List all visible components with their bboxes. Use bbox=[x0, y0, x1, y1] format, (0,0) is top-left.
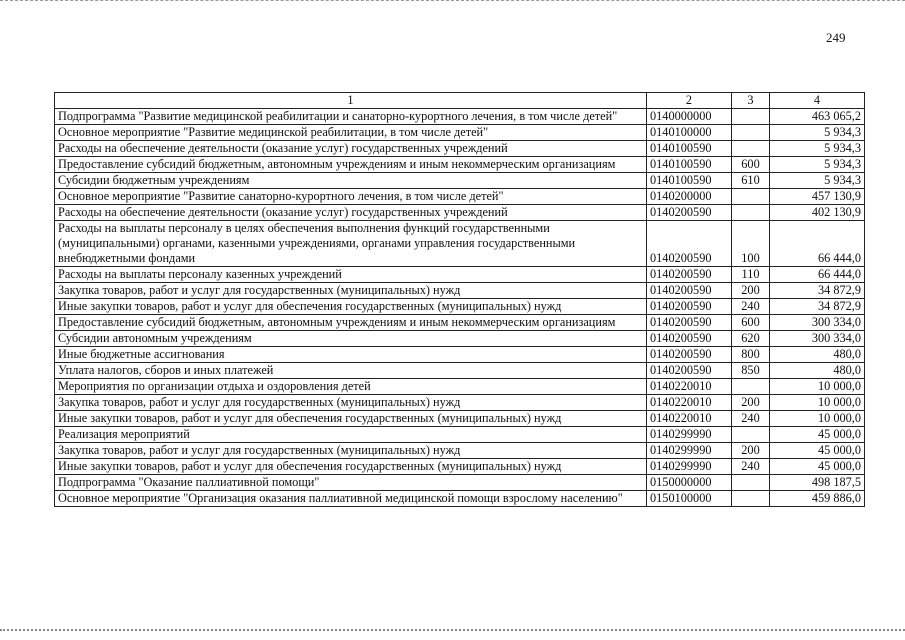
row-vr-cell: 240 bbox=[732, 459, 770, 475]
row-name-cell: Закупка товаров, работ и услуг для государственных (муниципальных) нужд bbox=[55, 443, 647, 459]
row-code-cell: 0140100590 bbox=[647, 173, 732, 189]
table-row bbox=[55, 315, 865, 331]
row-name-cell: Основное мероприятие "Развитие медицинской реабилитации, в том числе детей" bbox=[55, 125, 647, 141]
table-row bbox=[55, 283, 865, 299]
row-sum-cell: 45 000,0 bbox=[770, 459, 865, 475]
row-vr-cell: 610 bbox=[732, 173, 770, 189]
table-row bbox=[55, 411, 865, 427]
row-name-cell: Иные бюджетные ассигнования bbox=[55, 347, 647, 363]
table-row bbox=[55, 331, 865, 347]
row-sum-cell: 66 444,0 bbox=[770, 221, 865, 267]
table-body bbox=[55, 109, 865, 507]
row-sum-cell: 300 334,0 bbox=[770, 331, 865, 347]
row-sum-cell: 45 000,0 bbox=[770, 427, 865, 443]
row-vr-cell bbox=[732, 189, 770, 205]
budget-table bbox=[54, 92, 865, 507]
row-code-cell: 0140200590 bbox=[647, 283, 732, 299]
table-row bbox=[55, 395, 865, 411]
row-vr-cell: 240 bbox=[732, 299, 770, 315]
row-code-cell: 0140200590 bbox=[647, 267, 732, 283]
column-header-name: 1 bbox=[55, 93, 647, 109]
row-name-cell: Закупка товаров, работ и услуг для государственных (муниципальных) нужд bbox=[55, 395, 647, 411]
table-row bbox=[55, 299, 865, 315]
row-sum-cell: 5 934,3 bbox=[770, 157, 865, 173]
row-name-cell: Расходы на выплаты персоналу в целях обеспечения выполнения функций государственными (муниципальными) органами, казенными учреждениями, органами управления государственными внебюджетными фондами bbox=[55, 221, 647, 267]
row-name-cell: Уплата налогов, сборов и иных платежей bbox=[55, 363, 647, 379]
row-code-cell: 0140200590 bbox=[647, 221, 732, 267]
row-vr-cell bbox=[732, 427, 770, 443]
row-sum-cell: 498 187,5 bbox=[770, 475, 865, 491]
row-name-cell: Расходы на обеспечение деятельности (оказание услуг) государственных учреждений bbox=[55, 141, 647, 157]
row-vr-cell bbox=[732, 379, 770, 395]
row-sum-cell: 10 000,0 bbox=[770, 411, 865, 427]
row-vr-cell: 800 bbox=[732, 347, 770, 363]
row-vr-cell: 200 bbox=[732, 395, 770, 411]
table-row bbox=[55, 157, 865, 173]
scan-bottom-edge bbox=[0, 629, 905, 633]
row-name-cell: Субсидии автономным учреждениям bbox=[55, 331, 647, 347]
row-vr-cell: 600 bbox=[732, 315, 770, 331]
table-row bbox=[55, 189, 865, 205]
table-row bbox=[55, 475, 865, 491]
row-name-cell: Подпрограмма "Оказание паллиативной помощи" bbox=[55, 475, 647, 491]
page-number: 249 bbox=[826, 30, 846, 45]
row-code-cell: 0140200590 bbox=[647, 299, 732, 315]
row-name-cell: Реализация мероприятий bbox=[55, 427, 647, 443]
row-name-cell: Основное мероприятие "Организация оказания паллиативной медицинской помощи взрослому населению" bbox=[55, 491, 647, 507]
row-sum-cell: 34 872,9 bbox=[770, 283, 865, 299]
row-vr-cell bbox=[732, 109, 770, 125]
table-row bbox=[55, 173, 865, 189]
row-vr-cell bbox=[732, 491, 770, 507]
row-code-cell: 0140299990 bbox=[647, 427, 732, 443]
row-vr-cell: 600 bbox=[732, 157, 770, 173]
row-name-cell: Предоставление субсидий бюджетным, автономным учреждениям и иным некоммерческим организациям bbox=[55, 157, 647, 173]
table-row bbox=[55, 379, 865, 395]
row-sum-cell: 300 334,0 bbox=[770, 315, 865, 331]
row-vr-cell bbox=[732, 205, 770, 221]
scan-top-edge bbox=[0, 0, 905, 3]
table-row bbox=[55, 427, 865, 443]
table-row bbox=[55, 109, 865, 125]
column-header-code: 2 bbox=[647, 93, 732, 109]
column-header-sum: 4 bbox=[770, 93, 865, 109]
table-row bbox=[55, 363, 865, 379]
table-header-row bbox=[55, 93, 865, 109]
row-vr-cell: 200 bbox=[732, 283, 770, 299]
table-row bbox=[55, 125, 865, 141]
row-name-cell: Расходы на выплаты персоналу казенных учреждений bbox=[55, 267, 647, 283]
column-header-vr: 3 bbox=[732, 93, 770, 109]
row-vr-cell bbox=[732, 141, 770, 157]
row-sum-cell: 10 000,0 bbox=[770, 379, 865, 395]
row-code-cell: 0140220010 bbox=[647, 395, 732, 411]
row-code-cell: 0140200590 bbox=[647, 205, 732, 221]
row-sum-cell: 5 934,3 bbox=[770, 141, 865, 157]
row-code-cell: 0140299990 bbox=[647, 443, 732, 459]
table-row bbox=[55, 221, 865, 267]
table-row bbox=[55, 459, 865, 475]
row-sum-cell: 480,0 bbox=[770, 347, 865, 363]
row-vr-cell: 240 bbox=[732, 411, 770, 427]
row-sum-cell: 34 872,9 bbox=[770, 299, 865, 315]
row-code-cell: 0140220010 bbox=[647, 411, 732, 427]
row-sum-cell: 463 065,2 bbox=[770, 109, 865, 125]
row-sum-cell: 457 130,9 bbox=[770, 189, 865, 205]
row-sum-cell: 459 886,0 bbox=[770, 491, 865, 507]
table-row bbox=[55, 205, 865, 221]
row-sum-cell: 66 444,0 bbox=[770, 267, 865, 283]
row-code-cell: 0140000000 bbox=[647, 109, 732, 125]
row-code-cell: 0140299990 bbox=[647, 459, 732, 475]
row-vr-cell: 620 bbox=[732, 331, 770, 347]
row-code-cell: 0140100590 bbox=[647, 141, 732, 157]
row-code-cell: 0140200590 bbox=[647, 347, 732, 363]
row-code-cell: 0140200590 bbox=[647, 363, 732, 379]
row-vr-cell: 100 bbox=[732, 221, 770, 267]
table-row bbox=[55, 443, 865, 459]
row-sum-cell: 402 130,9 bbox=[770, 205, 865, 221]
row-name-cell: Предоставление субсидий бюджетным, автономным учреждениям и иным некоммерческим организациям bbox=[55, 315, 647, 331]
table-row bbox=[55, 141, 865, 157]
row-sum-cell: 45 000,0 bbox=[770, 443, 865, 459]
table-row bbox=[55, 491, 865, 507]
row-vr-cell: 110 bbox=[732, 267, 770, 283]
row-sum-cell: 5 934,3 bbox=[770, 125, 865, 141]
row-code-cell: 0150000000 bbox=[647, 475, 732, 491]
row-sum-cell: 10 000,0 bbox=[770, 395, 865, 411]
row-vr-cell: 200 bbox=[732, 443, 770, 459]
row-name-cell: Расходы на обеспечение деятельности (оказание услуг) государственных учреждений bbox=[55, 205, 647, 221]
table-row bbox=[55, 347, 865, 363]
row-vr-cell: 850 bbox=[732, 363, 770, 379]
row-name-cell: Основное мероприятие "Развитие санаторно-курортного лечения, в том числе детей" bbox=[55, 189, 647, 205]
row-code-cell: 0140100000 bbox=[647, 125, 732, 141]
row-name-cell: Подпрограмма "Развитие медицинской реабилитации и санаторно-курортного лечения, в том числе детей" bbox=[55, 109, 647, 125]
row-code-cell: 0140100590 bbox=[647, 157, 732, 173]
row-vr-cell bbox=[732, 475, 770, 491]
row-name-cell: Закупка товаров, работ и услуг для государственных (муниципальных) нужд bbox=[55, 283, 647, 299]
row-code-cell: 0140200590 bbox=[647, 315, 732, 331]
row-sum-cell: 5 934,3 bbox=[770, 173, 865, 189]
row-name-cell: Субсидии бюджетным учреждениям bbox=[55, 173, 647, 189]
row-code-cell: 0140200000 bbox=[647, 189, 732, 205]
row-name-cell: Мероприятия по организации отдыха и оздоровления детей bbox=[55, 379, 647, 395]
row-sum-cell: 480,0 bbox=[770, 363, 865, 379]
table-row bbox=[55, 267, 865, 283]
row-name-cell: Иные закупки товаров, работ и услуг для обеспечения государственных (муниципальных) нужд bbox=[55, 299, 647, 315]
row-code-cell: 0150100000 bbox=[647, 491, 732, 507]
row-name-cell: Иные закупки товаров, работ и услуг для обеспечения государственных (муниципальных) нужд bbox=[55, 411, 647, 427]
row-code-cell: 0140220010 bbox=[647, 379, 732, 395]
row-vr-cell bbox=[732, 125, 770, 141]
row-code-cell: 0140200590 bbox=[647, 331, 732, 347]
row-name-cell: Иные закупки товаров, работ и услуг для обеспечения государственных (муниципальных) нужд bbox=[55, 459, 647, 475]
